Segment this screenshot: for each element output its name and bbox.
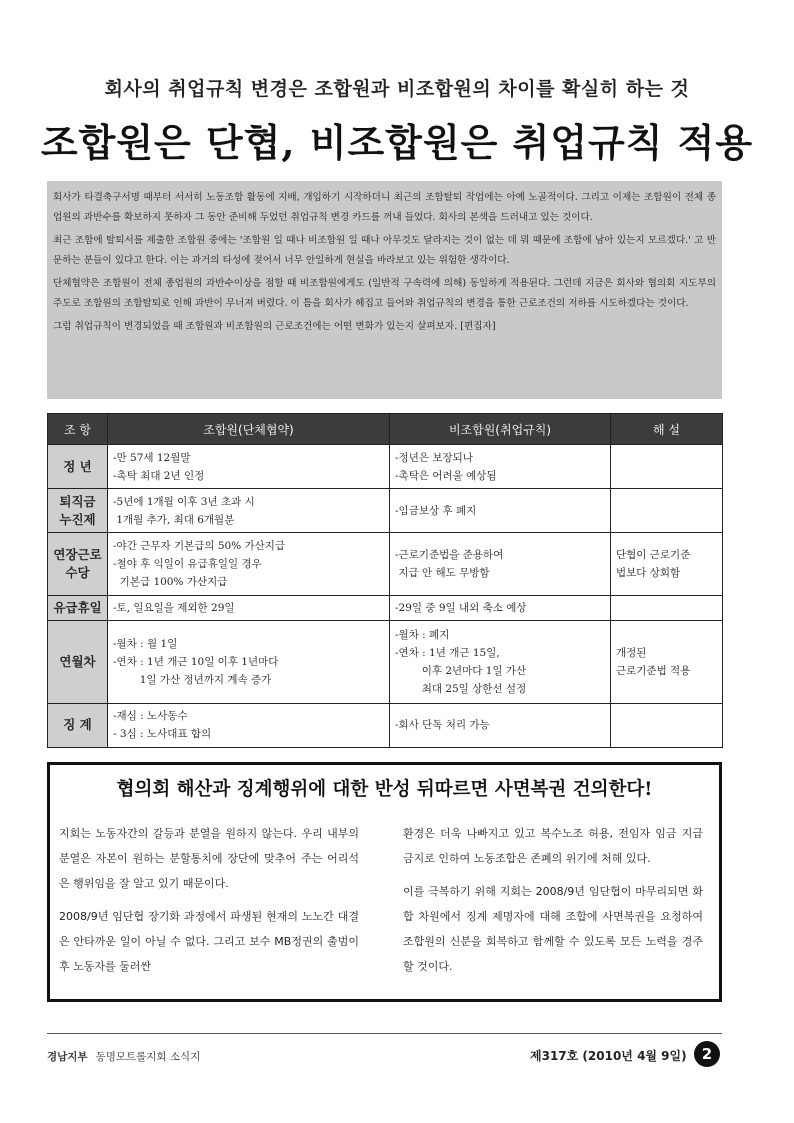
table-row — [48, 703, 723, 747]
cell-line: 연월차 — [59, 654, 96, 670]
cell-line: 최대 25일 상한선 설정 — [395, 683, 527, 696]
proposal-box — [47, 762, 722, 1002]
cell-line: 정 년 — [63, 458, 92, 474]
table-row — [48, 489, 723, 533]
box-right-column — [403, 821, 703, 987]
cell-line: 퇴직금 — [59, 493, 96, 509]
cell-line: -연차 : 1년 개근 15일, — [395, 647, 500, 660]
nonunion-cell — [390, 621, 611, 704]
header-note: 해 설 — [611, 414, 723, 445]
cell-line: -촉탁은 어려울 예상됨 — [395, 469, 497, 482]
cell-line: 누진제 — [59, 511, 96, 527]
cell-line: -만 57세 12월말 — [113, 451, 191, 464]
box-left-column — [59, 821, 359, 987]
intro-paragraph: 단체협약은 조합원이 전체 종업원의 과반수이상을 점할 때 비조합원에게도 (일반적 구속력에 의해) 동일하게 적용된다. 그런데 지금은 회사와 협의회 지도부의 주도로 조합원의 조합탈퇴로 인해 과반이 무너져 버렸다. 이 틈을 회사가 헤집고 들어와 취업규칙의 변경을 통한 근로조건의 저하를 시도하겠다는 것이다. — [53, 278, 716, 309]
nonunion-cell — [390, 596, 611, 621]
table-header-row — [48, 414, 723, 445]
cell-line: -촉탁 최대 2년 인정 — [113, 469, 205, 482]
footer-org: 경남지부 — [47, 1051, 88, 1063]
row-title — [48, 621, 108, 704]
cell-line: 1개월 추가, 최대 6개월분 — [113, 513, 235, 526]
nonunion-cell — [390, 703, 611, 747]
cell-line: -월차 : 월 1일 — [113, 638, 178, 651]
cell-line: 징 계 — [63, 717, 92, 733]
cell-line: 근로기준법 적용 — [616, 665, 691, 678]
box-paragraph: 이를 극복하기 위해 지회는 2008/9년 임단협이 마무리되면 화합 차원에서 징계 제명자에 대해 조합에 사면복권을 요청하여 조합원의 신분을 회복하고 함께할 수 있도록 모든 노력을 경주할 것이다. — [403, 885, 703, 973]
row-title — [48, 703, 108, 747]
comparison-table — [47, 413, 723, 748]
footer-branch: 동명모트롤지회 소식지 — [95, 1051, 201, 1063]
cell-line: -정년은 보장되나 — [395, 451, 473, 464]
intro-paragraph: 최근 조합에 탈퇴서를 제출한 조합원 중에는 '조합원 일 때나 비조합원 일 때나 아무것도 달라지는 것이 없는 데 뭐 때문에 조합에 남아 있는지 모르겠다.' 고 반문하는 분들이 있다고 한다. 이는 과거의 타성에 젖어서 너무 안일하게 현실을 바라보고 있는 위험한 생각이다. — [53, 235, 716, 266]
footer-divider — [47, 1033, 722, 1034]
row-title — [48, 489, 108, 533]
note-cell — [611, 621, 723, 704]
intro-paragraph: 회사가 타결축구서명 때부터 서서히 노동조합 활동에 지배, 개입하기 시작하더니 최근의 조합탈퇴 작업에는 아예 노골적이다. 그리고 이제는 조합원이 전체 종업원의 과반수를 확보하지 못하자 그 동안 준비해 두었던 취업규칙 변경 카드를 꺼내 들었다. 회사의 본색을 드러내고 있는 것이다. — [53, 192, 716, 223]
nonunion-cell — [390, 533, 611, 596]
table-row — [48, 445, 723, 489]
cell-line: -회사 단독 처리 가능 — [395, 719, 490, 732]
cell-line: -재심 : 노사동수 — [113, 710, 188, 723]
cell-line: - 3심 : 노사대표 합의 — [113, 728, 212, 741]
cell-line: -임금보상 후 폐지 — [395, 504, 477, 517]
cell-line: 1일 가산 정년까지 계속 증가 — [113, 674, 272, 687]
union-cell — [108, 489, 390, 533]
cell-line: 이후 2년마다 1일 가산 — [395, 665, 527, 678]
cell-line: -5년에 1개월 이후 3년 초과 시 — [113, 495, 255, 508]
table-row — [48, 621, 723, 704]
subtitle: 회사의 취업규칙 변경은 조합원과 비조합원의 차이를 확실히 하는 것 — [104, 78, 690, 100]
cell-line: 개정된 — [616, 647, 647, 660]
note-cell — [611, 489, 723, 533]
box-paragraph: 환경은 더욱 나빠지고 있고 복수노조 허용, 전임자 임금 지급 금지로 인하여 노동조합은 존폐의 위기에 처해 있다. — [403, 827, 703, 865]
row-title — [48, 445, 108, 489]
cell-line: 법보다 상회함 — [616, 567, 681, 580]
intro-paragraph: 그럼 취업규칙이 변경되었을 때 조합원과 비조합원의 근로조건에는 어떤 변화가 있는지 살펴보자. [편집자] — [53, 321, 496, 332]
union-cell — [108, 445, 390, 489]
footer-issue: 제317호 (2010년 4월 9일) — [530, 1049, 687, 1063]
cell-line: -토, 일요일을 제외한 29일 — [113, 602, 235, 615]
headline: 조합원은 단협, 비조합원은 취업규칙 적용 — [40, 120, 754, 165]
footer-publisher — [47, 1049, 200, 1064]
cell-line: -철야 후 익일이 유급휴일일 경우 — [113, 558, 262, 571]
cell-line: 연장근로 — [53, 547, 102, 563]
box-paragraph: 2008/9년 임단협 장기화 과정에서 파생된 현재의 노노간 대결은 안타까운 일이 아닐 수 없다. 그리고 보수 MB정권의 출범이후 노동자를 둘러싼 — [59, 910, 359, 973]
cell-line: 유급휴일 — [53, 600, 102, 616]
cell-line: -야간 근무자 기본급의 50% 가산지급 — [113, 540, 286, 553]
cell-line: 기본급 100% 가산지급 — [113, 576, 228, 589]
union-cell — [108, 533, 390, 596]
cell-line: -29일 중 9일 내외 축소 예상 — [395, 602, 527, 615]
table-body — [48, 445, 723, 748]
union-cell — [108, 621, 390, 704]
union-cell — [108, 703, 390, 747]
cell-line: 지급 안 해도 무방함 — [395, 567, 490, 580]
header-nonunion: 비조합원(취업규칙) — [390, 414, 611, 445]
page-number: 2 — [694, 1041, 720, 1067]
row-title — [48, 533, 108, 596]
header-union: 조합원(단체협약) — [108, 414, 390, 445]
box-title: 협의회 해산과 징계행위에 대한 반성 뒤따르면 사면복권 건의한다! — [116, 779, 653, 800]
intro-box — [47, 181, 722, 399]
cell-line: 단협이 근로기준 — [616, 549, 691, 562]
note-cell — [611, 533, 723, 596]
nonunion-cell — [390, 445, 611, 489]
cell-line: -월차 : 폐지 — [395, 629, 450, 642]
note-cell — [611, 596, 723, 621]
table-row — [48, 596, 723, 621]
note-cell — [611, 445, 723, 489]
cell-line: -근로기준법을 준용하여 — [395, 549, 504, 562]
table-row — [48, 533, 723, 596]
row-title — [48, 596, 108, 621]
nonunion-cell — [390, 489, 611, 533]
header-clause: 조 항 — [48, 414, 108, 445]
box-paragraph: 지회는 노동자간의 갈등과 분열을 원하지 않는다. 우리 내부의 분열은 자본이 원하는 분할통치에 장단에 맞추어 주는 어리석은 행위임을 잘 알고 있기 때문이다. — [59, 827, 359, 890]
note-cell — [611, 703, 723, 747]
cell-line: -연차 : 1년 개근 10일 이후 1년마다 — [113, 656, 279, 669]
cell-line: 수당 — [65, 565, 90, 581]
union-cell — [108, 596, 390, 621]
